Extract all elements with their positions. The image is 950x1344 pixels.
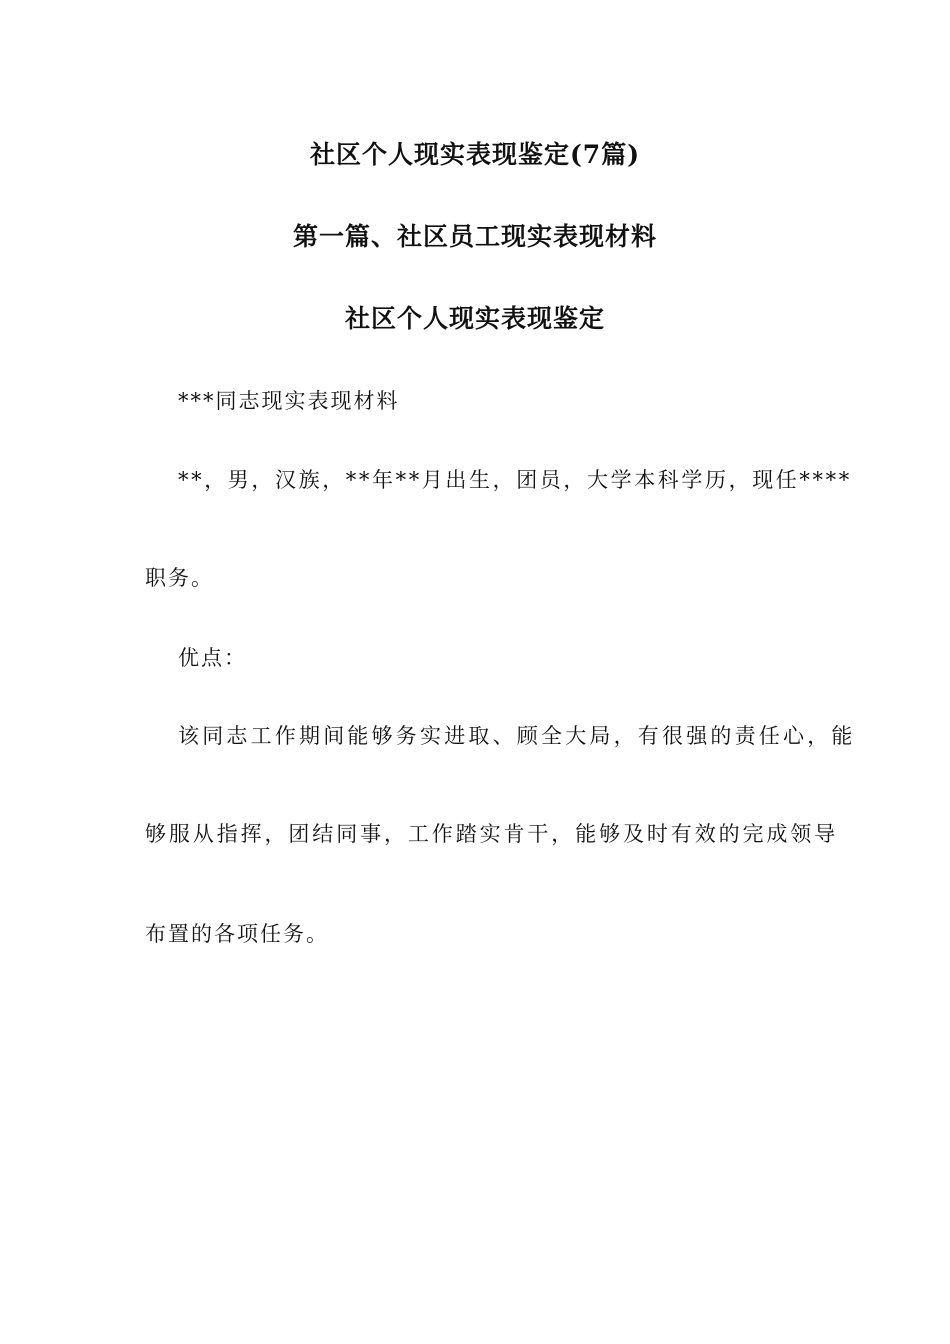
strengths-paragraph-line: 该同志工作期间能够务实进取、顾全大局，有很强的责任心，能 — [178, 724, 856, 748]
strengths-paragraph-line: 布置的各项任务。 — [145, 922, 329, 946]
material-heading: ***同志现实表现材料 — [178, 389, 400, 413]
sub-title: 社区个人现实表现鉴定 — [344, 304, 605, 333]
profile-line-continued: 职务。 — [145, 566, 214, 590]
strengths-heading: 优点： — [178, 646, 247, 670]
section-title: 第一篇、社区员工现实表现材料 — [292, 222, 657, 251]
profile-line: **，男，汉族，**年**月出生，团员，大学本科学历，现任**** — [178, 468, 852, 492]
strengths-paragraph-line: 够服从指挥，团结同事，工作踏实肯干，能够及时有效的完成领导 — [145, 822, 839, 846]
main-title: 社区个人现实表现鉴定(7篇) — [309, 140, 641, 169]
